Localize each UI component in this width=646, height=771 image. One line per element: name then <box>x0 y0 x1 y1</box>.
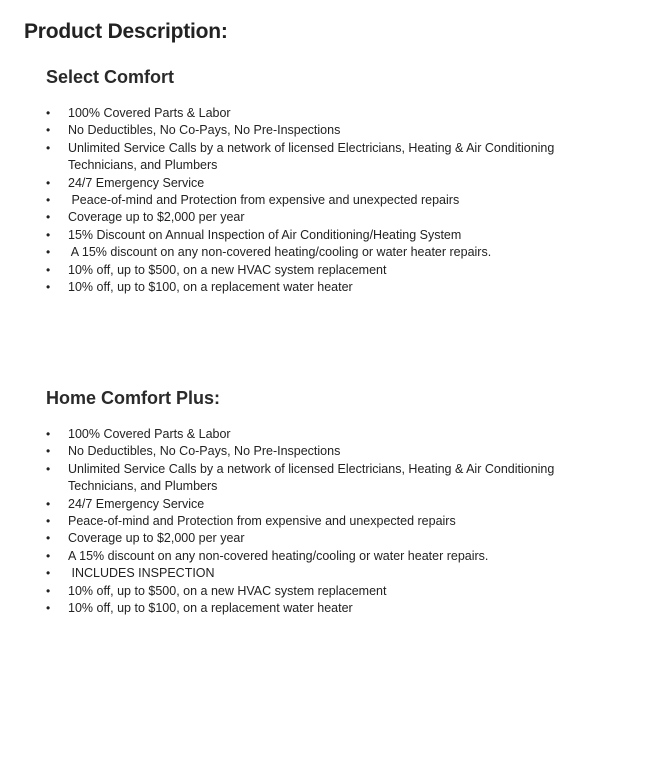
list-item <box>46 600 606 617</box>
list-item-text: Unlimited Service Calls by a network of licensed Electricians, Heating & Air Conditioning Technicians, and Plumbers <box>68 140 555 173</box>
bullet-icon: • <box>46 193 51 208</box>
list-item-text: Peace-of-mind and Protection from expensive and unexpected repairs <box>68 193 460 208</box>
bullet-icon: • <box>46 496 51 511</box>
list-item-text: 24/7 Emergency Service <box>68 175 205 190</box>
list-item-text: 10% off, up to $500, on a new HVAC system replacement <box>68 262 387 277</box>
bullet-icon: • <box>46 601 51 616</box>
bullet-icon: • <box>46 227 51 242</box>
list-item <box>46 262 606 279</box>
list-item <box>46 513 606 530</box>
list-item-text: 10% off, up to $500, on a new HVAC system replacement <box>68 583 387 598</box>
list-item-text: 10% off, up to $100, on a replacement water heater <box>68 601 353 616</box>
bullet-icon: • <box>46 106 51 120</box>
section-heading: Home Comfort Plus: <box>46 388 221 408</box>
list-item <box>46 443 606 460</box>
list-item-text: 24/7 Emergency Service <box>68 496 205 511</box>
list-item <box>46 279 606 296</box>
bullet-icon: • <box>46 262 51 277</box>
list-item-text: A 15% discount on any non-covered heating/cooling or water heater repairs. <box>68 548 489 563</box>
list-item <box>46 227 606 244</box>
bullet-icon: • <box>46 548 51 563</box>
feature-list <box>46 105 606 296</box>
bullet-icon: • <box>46 427 51 441</box>
list-item-text: No Deductibles, No Co-Pays, No Pre-Inspections <box>68 123 341 138</box>
section-home-comfort-plus <box>46 387 606 617</box>
list-item-text: 100% Covered Parts & Labor <box>68 427 231 441</box>
list-item <box>46 426 606 443</box>
list-item-text: 100% Covered Parts & Labor <box>68 106 231 120</box>
list-item <box>46 548 606 565</box>
list-item <box>46 244 606 261</box>
section-select-comfort <box>46 66 606 296</box>
list-item <box>46 122 606 139</box>
list-item-text: A 15% discount on any non-covered heating/cooling or water heater repairs. <box>68 245 492 260</box>
list-item <box>46 496 606 513</box>
list-item <box>46 175 606 192</box>
bullet-icon: • <box>46 210 51 225</box>
list-item-text: Coverage up to $2,000 per year <box>68 210 245 225</box>
bullet-icon: • <box>46 461 51 476</box>
list-item <box>46 461 606 496</box>
bullet-icon: • <box>46 140 51 155</box>
bullet-icon: • <box>46 245 51 260</box>
bullet-icon: • <box>46 280 51 295</box>
bullet-icon: • <box>46 444 51 459</box>
bullet-icon: • <box>46 514 51 529</box>
list-item-text: Unlimited Service Calls by a network of licensed Electricians, Heating & Air Conditioning Technicians, and Plumbers <box>68 461 555 494</box>
list-item-text: INCLUDES INSPECTION <box>68 566 215 581</box>
list-item <box>46 209 606 226</box>
list-item-text: Coverage up to $2,000 per year <box>68 531 245 546</box>
list-item <box>46 583 606 600</box>
list-item <box>46 140 606 175</box>
list-item <box>46 105 606 122</box>
bullet-icon: • <box>46 175 51 190</box>
list-item-text: 10% off, up to $100, on a replacement water heater <box>68 280 353 295</box>
list-item-text: 15% Discount on Annual Inspection of Air Conditioning/Heating System <box>68 227 462 242</box>
bullet-icon: • <box>46 531 51 546</box>
bullet-icon: • <box>46 123 51 138</box>
bullet-icon: • <box>46 566 51 581</box>
list-item-text: Peace-of-mind and Protection from expensive and unexpected repairs <box>68 514 456 529</box>
list-item <box>46 530 606 547</box>
feature-list <box>46 426 606 617</box>
bullet-icon: • <box>46 583 51 598</box>
section-heading: Select Comfort <box>46 67 175 87</box>
list-item <box>46 192 606 209</box>
list-item <box>46 565 606 582</box>
page-title: Product Description: <box>24 20 228 43</box>
list-item-text: No Deductibles, No Co-Pays, No Pre-Inspections <box>68 444 341 459</box>
